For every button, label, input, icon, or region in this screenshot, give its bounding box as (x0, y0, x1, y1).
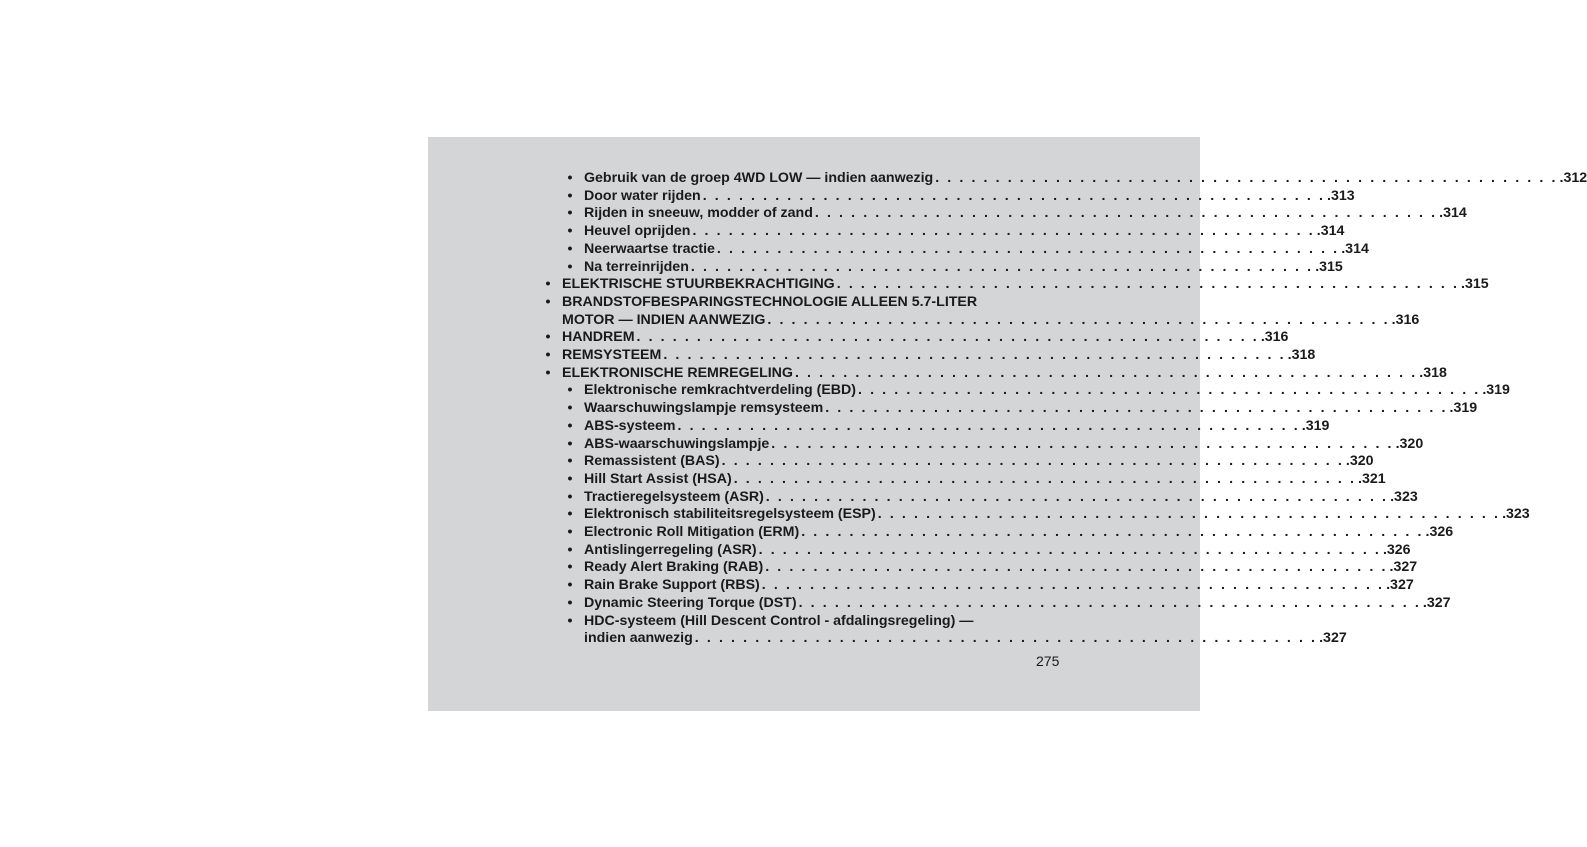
toc-entry-title: ABS-systeem (584, 417, 676, 434)
toc-subsection-entry (532, 488, 1418, 507)
dot-leader: . . . . . . . . . . . . . . . . . . . . . . . . . . . . . . . . . . . . . . . . . . . . . . . . . . . . (814, 205, 1438, 222)
dot-leader: . . . . . . . . . . . . . . . . . . . . . . . . . . . . . . . . . . . . . . . . . . . . . . . . . . . . (716, 240, 1340, 257)
table-of-contents (532, 170, 1587, 648)
toc-entry-title: Rijden in sneeuw, modder of zand (584, 205, 813, 222)
toc-entry-page: .323 (1390, 488, 1418, 505)
toc-entry-title: Door water rijden (584, 187, 701, 204)
toc-subsection-entry (532, 382, 1510, 400)
toc-entry-first-line: BRANDSTOFBESPARINGSTECHNOLOGIE ALLEEN 5.7-LITER (562, 293, 978, 310)
dot-leader: . . . . . . . . . . . . . . . . . . . . . . . . . . . . . . . . . . . . . . . . . . . . . . . . . . . . (935, 170, 1558, 186)
toc-entry-page: .321 (1358, 470, 1386, 487)
toc-subsection-entry (532, 205, 1467, 223)
toc-subsection-entry (532, 559, 1418, 577)
bullet-icon: • (567, 506, 573, 523)
toc-entry-title: Na terreinrijden (584, 258, 689, 275)
toc-entry-title: Waarschuwingslampje remsysteem (584, 400, 824, 417)
toc-subsection-entry (532, 187, 1355, 206)
bullet-icon: • (567, 435, 573, 452)
toc-subsection-entry (532, 541, 1411, 560)
toc-entry-title: ELEKTRISCHE STUURBEKRACHTIGING (562, 276, 835, 293)
toc-section-entry (532, 347, 1316, 365)
toc-entry-title: Tractieregelsysteem (ASR) (584, 488, 764, 505)
dot-leader: . . . . . . . . . . . . . . . . . . . . . . . . . . . . . . . . . . . . . . . . . . . . . . . . . . . . (765, 559, 1388, 576)
toc-entry-title: Elektronische remkrachtverdeling (EBD) (584, 382, 857, 399)
toc-entry-page: .318 (1287, 347, 1316, 364)
toc-subsection-entry (532, 594, 1451, 613)
dot-leader: . . . . . . . . . . . . . . . . . . . . . . . . . . . . . . . . . . . . . . . . . . . . . . . . . . . . (636, 329, 1259, 346)
toc-entry-page: .316 (1260, 329, 1289, 346)
toc-entry-page: .327 (1319, 630, 1347, 647)
toc-entry-title: Neerwaartse tractie (584, 240, 715, 257)
toc-subsection-entry (532, 240, 1369, 259)
bullet-icon: • (567, 187, 573, 204)
toc-entry-page: .320 (1395, 435, 1424, 452)
toc-subsection-entry (532, 170, 1587, 188)
dot-leader: . . . . . . . . . . . . . . . . . . . . . . . . . . . . . . . . . . . . . . . . . . . . . . . . . . . . (767, 311, 1390, 328)
bullet-icon: • (545, 364, 551, 381)
toc-entry-page: .314 (1341, 240, 1369, 257)
bullet-icon: • (567, 524, 573, 541)
bullet-icon: • (545, 293, 551, 310)
toc-subsection-entry (532, 577, 1414, 595)
dot-leader: . . . . . . . . . . . . . . . . . . . . . . . . . . . . . . . . . . . . . . . . . . . . . . . . . . . . (794, 364, 1418, 381)
toc-subsection-entry (532, 470, 1386, 489)
toc-entry-title: Elektronisch stabiliteitsregelsysteem (ESP) (584, 506, 876, 523)
dot-leader: . . . . . . . . . . . . . . . . . . . . . . . . . . . . . . . . . . . . . . . . . . . . . . . . . . . . (761, 577, 1385, 594)
bullet-icon: • (567, 488, 573, 505)
toc-entry-page: .323 (1502, 506, 1530, 523)
toc-entry-page: .313 (1327, 187, 1355, 204)
toc-entry-page: .312 (1559, 170, 1587, 186)
dot-leader: . . . . . . . . . . . . . . . . . . . . . . . . . . . . . . . . . . . . . . . . . . . . . . . . . . . . (694, 630, 1318, 647)
toc-entry-title: HANDREM (562, 329, 635, 346)
toc-entry-first-line: HDC-systeem (Hill Descent Control - afdalingsregeling) — (584, 612, 974, 629)
toc-entry-page: .318 (1419, 364, 1447, 381)
toc-entry-page: .314 (1439, 205, 1467, 222)
toc-subsection-entry (532, 258, 1343, 277)
bullet-icon: • (567, 223, 573, 240)
toc-subsection-entry (532, 453, 1374, 471)
toc-subsection-entry (532, 506, 1530, 524)
toc-entry-page: .327 (1389, 559, 1418, 576)
toc-entry-title: Electronic Roll Mitigation (ERM) (584, 524, 800, 541)
bullet-icon: • (567, 612, 573, 629)
bullet-icon: • (567, 400, 573, 417)
dot-leader: . . . . . . . . . . . . . . . . . . . . . . . . . . . . . . . . . . . . . . . . . . . . . . . . . . . . (836, 276, 1460, 293)
dot-leader: . . . . . . . . . . . . . . . . . . . . . . . . . . . . . . . . . . . . . . . . . . . . . . . . . . . . (798, 594, 1421, 611)
toc-section-entry (532, 276, 1489, 294)
dot-leader: . . . . . . . . . . . . . . . . . . . . . . . . . . . . . . . . . . . . . . . . . . . . . . . . . . . . (771, 435, 1394, 452)
dot-leader: . . . . . . . . . . . . . . . . . . . . . . . . . . . . . . . . . . . . . . . . . . . . . . . . . . . . (858, 382, 1481, 399)
toc-subsection-entry (532, 524, 1454, 542)
toc-entry-title: Dynamic Steering Torque (DST) (584, 594, 797, 611)
dot-leader: . . . . . . . . . . . . . . . . . . . . . . . . . . . . . . . . . . . . . . . . . . . . . . . . . . . . (690, 258, 1314, 275)
toc-entry-title: REMSYSTEEM (562, 347, 662, 364)
page-number: 275 (1036, 653, 1060, 669)
toc-entry-title: MOTOR — INDIEN AANWEZIG (562, 311, 766, 328)
bullet-icon: • (545, 276, 551, 293)
toc-entry-page: .314 (1316, 223, 1345, 240)
dot-leader: . . . . . . . . . . . . . . . . . . . . . . . . . . . . . . . . . . . . . . . . . . . . . . . . . . . . (801, 524, 1424, 541)
dot-leader: . . . . . . . . . . . . . . . . . . . . . . . . . . . . . . . . . . . . . . . . . . . . . . . . . . . . (825, 400, 1448, 417)
dot-leader: . . . . . . . . . . . . . . . . . . . . . . . . . . . . . . . . . . . . . . . . . . . . . . . . . . . . (877, 506, 1501, 523)
toc-entry-title: Gebruik van de groep 4WD LOW — indien aanwezig (584, 170, 934, 186)
toc-subsection-entry (532, 612, 1347, 648)
bullet-icon: • (567, 417, 573, 434)
toc-entry-title: Ready Alert Braking (RAB) (584, 559, 764, 576)
toc-subsection-entry (532, 435, 1424, 454)
toc-entry-title: ABS-waarschuwingslampje (584, 435, 770, 452)
bullet-icon: • (567, 470, 573, 487)
dot-leader: . . . . . . . . . . . . . . . . . . . . . . . . . . . . . . . . . . . . . . . . . . . . . . . . . . . . (677, 417, 1300, 434)
dot-leader: . . . . . . . . . . . . . . . . . . . . . . . . . . . . . . . . . . . . . . . . . . . . . . . . . . . . (663, 347, 1286, 364)
bullet-icon: • (567, 594, 573, 611)
bullet-icon: • (567, 170, 573, 186)
toc-entry-page: .320 (1345, 453, 1374, 470)
bullet-icon: • (567, 577, 573, 594)
toc-entry-page: .319 (1482, 382, 1510, 399)
dot-leader: . . . . . . . . . . . . . . . . . . . . . . . . . . . . . . . . . . . . . . . . . . . . . . . . . . . . (702, 187, 1325, 204)
bullet-icon: • (567, 205, 573, 222)
toc-section-entry (532, 293, 1420, 329)
toc-entry-page: .319 (1301, 417, 1330, 434)
bullet-icon: • (567, 541, 573, 558)
toc-entry-page: .316 (1391, 311, 1420, 328)
toc-section-entry (532, 329, 1289, 347)
toc-entry-page: .315 (1315, 258, 1343, 275)
toc-entry-page: .326 (1382, 541, 1411, 558)
toc-entry-title: Remassistent (BAS) (584, 453, 720, 470)
toc-section-entry (532, 364, 1447, 383)
bullet-icon: • (545, 347, 551, 364)
toc-entry-page: .326 (1425, 524, 1454, 541)
toc-subsection-entry (532, 417, 1330, 436)
toc-entry-title: indien aanwezig (584, 630, 693, 647)
dot-leader: . . . . . . . . . . . . . . . . . . . . . . . . . . . . . . . . . . . . . . . . . . . . . . . . . . . . (692, 223, 1315, 240)
toc-entry-page: .327 (1422, 594, 1451, 611)
dot-leader: . . . . . . . . . . . . . . . . . . . . . . . . . . . . . . . . . . . . . . . . . . . . . . . . . . . . (765, 488, 1389, 505)
dot-leader: . . . . . . . . . . . . . . . . . . . . . . . . . . . . . . . . . . . . . . . . . . . . . . . . . . . . (758, 541, 1381, 558)
bullet-icon: • (567, 240, 573, 257)
toc-entry-page: .319 (1449, 400, 1478, 417)
toc-entry-title: Rain Brake Support (RBS) (584, 577, 760, 594)
toc-subsection-entry (532, 223, 1345, 241)
bullet-icon: • (567, 453, 573, 470)
bullet-icon: • (567, 258, 573, 275)
toc-entry-title: ELEKTRONISCHE REMREGELING (562, 364, 793, 381)
toc-entry-page: .315 (1461, 276, 1489, 293)
bullet-icon: • (567, 559, 573, 576)
dot-leader: . . . . . . . . . . . . . . . . . . . . . . . . . . . . . . . . . . . . . . . . . . . . . . . . . . . . (721, 453, 1344, 470)
toc-entry-page: .327 (1386, 577, 1414, 594)
toc-entry-title: Heuvel oprijden (584, 223, 691, 240)
toc-subsection-entry (532, 400, 1478, 418)
dot-leader: . . . . . . . . . . . . . . . . . . . . . . . . . . . . . . . . . . . . . . . . . . . . . . . . . . . . (733, 470, 1356, 487)
toc-entry-title: Hill Start Assist (HSA) (584, 470, 732, 487)
bullet-icon: • (567, 382, 573, 399)
toc-entry-title: Antislingerregeling (ASR) (584, 541, 757, 558)
bullet-icon: • (545, 329, 551, 346)
